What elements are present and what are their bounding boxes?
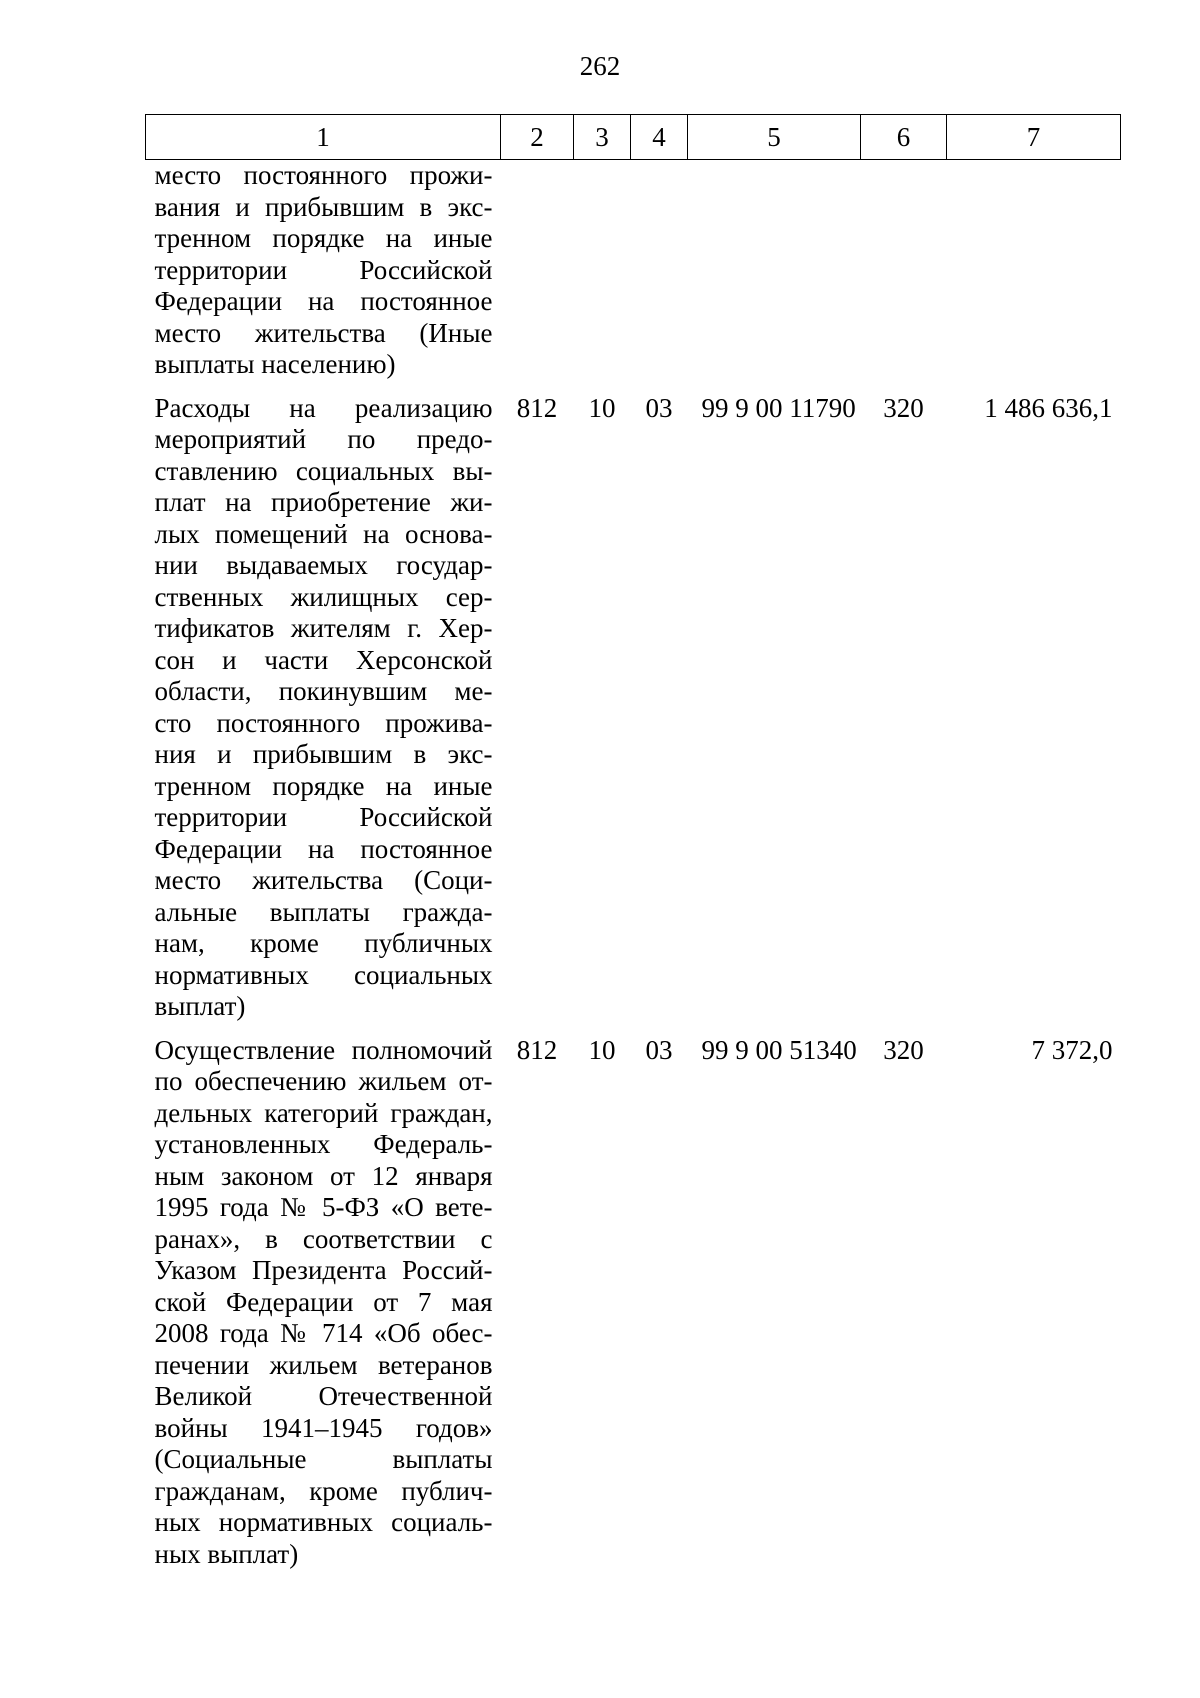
description-line: Указом Президента Россий- xyxy=(154,1255,493,1285)
admin-code-cell: 812 xyxy=(516,392,558,423)
section-cell: 10 xyxy=(588,1034,616,1065)
description-line: территории Российской xyxy=(154,802,493,832)
description-line: области, покинувшим ме- xyxy=(154,676,493,706)
header-col-2: 2 xyxy=(501,115,574,160)
header-col-6: 6 xyxy=(861,115,947,160)
row-description xyxy=(146,160,501,393)
description-line: ственных жилищных сер- xyxy=(154,581,493,612)
section-cell xyxy=(574,160,631,393)
description-line: 2008 года № 714 «Об обес- xyxy=(154,1318,493,1348)
description-line: Осуществление полномочий xyxy=(154,1034,493,1065)
page-number: 262 xyxy=(579,51,621,81)
description-line: Великой Отечественной xyxy=(154,1381,493,1411)
description-line: выплат) xyxy=(154,991,246,1021)
description-line: гражданам, кроме публич- xyxy=(154,1475,493,1506)
amount-cell xyxy=(947,160,1121,393)
header-col-5: 5 xyxy=(688,115,861,160)
description-line: установленных Федераль- xyxy=(154,1129,493,1159)
description-line: тификатов жителям г. Хер- xyxy=(154,613,493,643)
amount-cell: 1 486 636,1 xyxy=(984,392,1113,423)
description-line: нормативных социальных xyxy=(154,959,493,990)
table-row xyxy=(146,160,1121,393)
description-line: ным законом от 12 января xyxy=(154,1160,493,1191)
expense-type-cell: 320 xyxy=(883,392,924,423)
description-line: ния и прибывшим в экс- xyxy=(154,739,493,769)
description-line: территории Российской xyxy=(154,254,493,285)
description-line: Расходы на реализацию xyxy=(154,392,493,423)
table-header-row xyxy=(146,115,1121,160)
header-col-1: 1 xyxy=(146,115,501,160)
description-line: сон и части Херсонской xyxy=(154,644,493,675)
description-line: альные выплаты гражда- xyxy=(154,896,493,927)
row-description xyxy=(146,393,501,1035)
description-line: Федерации на постоянное xyxy=(154,286,493,316)
description-line: Федерации на постоянное xyxy=(154,833,493,864)
target-article-cell xyxy=(688,160,861,393)
description-line: ранах», в соответствии с xyxy=(154,1223,493,1254)
target-article-cell: 99 9 00 11790 xyxy=(701,392,856,423)
description-line: место жительства (Соци- xyxy=(154,865,493,895)
budget-table xyxy=(145,114,1121,1582)
header-col-3: 3 xyxy=(574,115,631,160)
description-line: тренном порядке на иные xyxy=(154,223,493,253)
description-line: лых помещений на основа- xyxy=(154,518,493,549)
row-description xyxy=(146,1035,501,1583)
description-line: место жительства (Иные xyxy=(154,317,493,348)
amount-cell: 7 372,0 xyxy=(1031,1034,1113,1065)
description-line: мероприятий по предо- xyxy=(154,424,493,454)
description-line: ставлению социальных вы- xyxy=(154,455,493,486)
admin-code-cell xyxy=(501,160,574,393)
description-line: печении жильем ветеранов xyxy=(154,1349,493,1380)
table-row xyxy=(146,1035,1121,1583)
subsection-cell: 03 xyxy=(645,1034,673,1065)
description-line: ных нормативных социаль- xyxy=(154,1507,493,1537)
subsection-cell xyxy=(631,160,688,393)
description-line: плат на приобретение жи- xyxy=(154,487,493,517)
header-col-7: 7 xyxy=(947,115,1121,160)
section-cell: 10 xyxy=(588,392,616,423)
target-article-cell: 99 9 00 51340 xyxy=(701,1034,857,1065)
description-line: по обеспечению жильем от- xyxy=(154,1066,493,1096)
description-line: ской Федерации от 7 мая xyxy=(154,1286,493,1317)
description-line: выплаты населению) xyxy=(154,349,396,379)
description-line: нии выдаваемых государ- xyxy=(154,550,493,580)
admin-code-cell: 812 xyxy=(516,1034,558,1065)
description-line: ных выплат) xyxy=(154,1538,299,1569)
expense-type-cell xyxy=(861,160,947,393)
header-col-4: 4 xyxy=(631,115,688,160)
description-line: тренном порядке на иные xyxy=(154,770,493,801)
expense-type-cell: 320 xyxy=(883,1034,924,1065)
description-line: дельных категорий граждан, xyxy=(154,1097,493,1128)
description-line: войны 1941–1945 годов» xyxy=(154,1412,493,1443)
description-line: сто постоянного прожива- xyxy=(154,707,493,738)
description-line: (Социальные выплаты xyxy=(154,1444,493,1474)
subsection-cell: 03 xyxy=(645,392,673,423)
description-line: 1995 года № 5-ФЗ «О вете- xyxy=(154,1192,493,1222)
description-line: вания и прибывшим в экс- xyxy=(154,191,493,222)
table-body xyxy=(146,160,1121,1583)
table-row xyxy=(146,393,1121,1035)
description-line: нам, кроме публичных xyxy=(154,928,493,958)
description-line: место постоянного прожи- xyxy=(154,160,493,190)
